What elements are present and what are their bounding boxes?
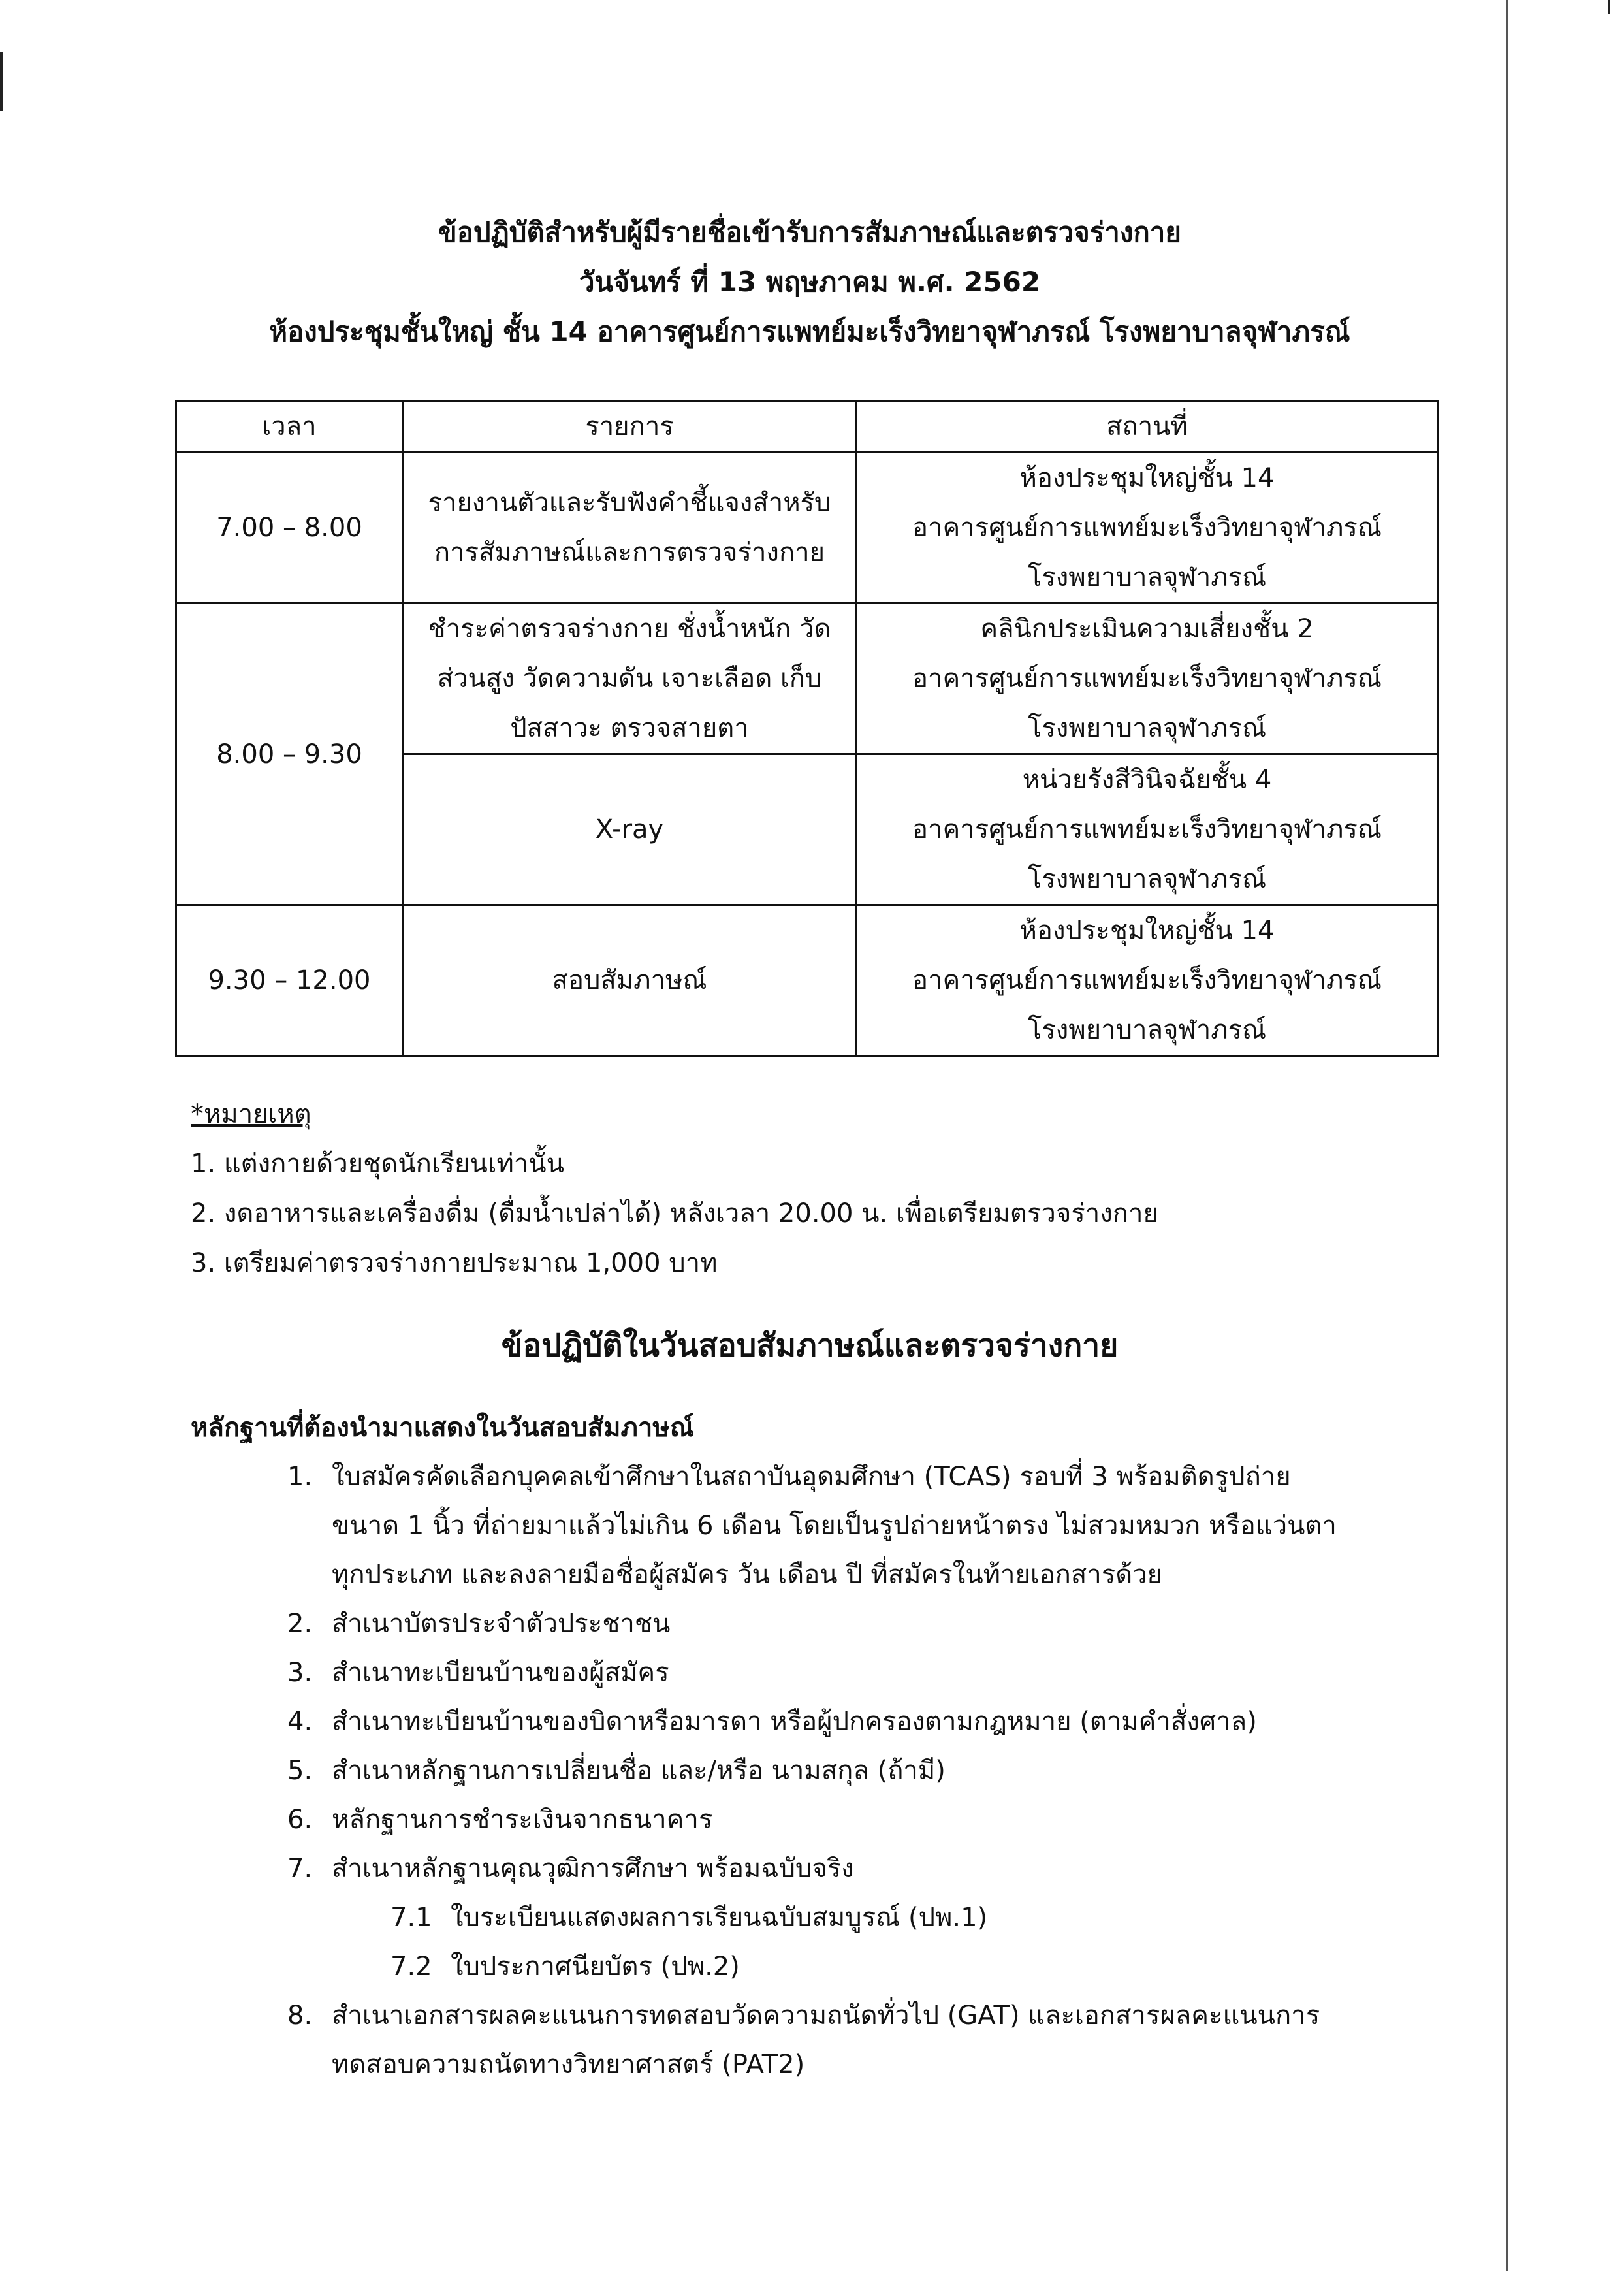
note-item: 2. งดอาหารและเครื่องดื่ม (ดื่มน้ำเปล่าได้) หลังเวลา 20.00 น. เพื่อเตรียมตรวจร่างกาย [191, 1199, 1158, 1229]
place-line: โรงพยาบาลจุฬาภรณ์ [1027, 713, 1267, 743]
item-line: X-ray [595, 814, 664, 845]
list-item [287, 1796, 1397, 1844]
list-line: ทุกประเภท และลงลายมือชื่อผู้สมัคร วัน เดือน ปี ที่สมัครในท้ายเอกสารด้วย [332, 1560, 1163, 1590]
place-line: ห้องประชุมใหญ่ชั้น 14 [1019, 463, 1275, 493]
title-line-1: ข้อปฏิบัติสำหรับผู้มีรายชื่อเข้ารับการสัมภาษณ์และตรวจร่างกาย [438, 216, 1181, 248]
list-line: ใบสมัครคัดเลือกบุคคลเข้าศึกษาในสถาบันอุดมศึกษา (TCAS) รอบที่ 3 พร้อมติดรูปถ่าย [332, 1462, 1291, 1492]
item-line: ปัสสาวะ ตรวจสายตา [510, 713, 749, 743]
list-number: 7. [287, 1854, 313, 1884]
list-number: 8. [287, 2001, 313, 2031]
list-number: 3. [287, 1658, 313, 1688]
section-title: ข้อปฏิบัติในวันสอบสัมภาษณ์และตรวจร่างกาย [501, 1327, 1119, 1364]
scan-corner-mark [1608, 0, 1610, 14]
time-cell: 9.30 – 12.00 [176, 905, 403, 1056]
list-line: สำเนาหลักฐานการเปลี่ยนชื่อ และ/หรือ นามสกุล (ถ้ามี) [332, 1756, 946, 1786]
list-number: 2. [287, 1609, 313, 1639]
table-row [176, 453, 1438, 604]
notes-section [191, 1089, 1366, 1288]
list-line: หลักฐานการชำระเงินจากธนาคาร [332, 1805, 713, 1835]
place-cell [857, 754, 1438, 905]
place-line: โรงพยาบาลจุฬาภรณ์ [1027, 864, 1267, 894]
item-line: สอบสัมภาษณ์ [552, 965, 707, 995]
place-line: อาคารศูนย์การแพทย์มะเร็งวิทยาจุฬาภรณ์ [912, 814, 1382, 845]
subitem-number: 7.1 [390, 1903, 432, 1933]
list-item [287, 1991, 1397, 2089]
place-line: อาคารศูนย์การแพทย์มะเร็งวิทยาจุฬาภรณ์ [912, 965, 1382, 995]
list-item [287, 1747, 1397, 1796]
title-line-3: ห้องประชุมชั้นใหญ่ ชั้น 14 อาคารศูนย์การแพทย์มะเร็งวิทยาจุฬาภรณ์ โรงพยาบาลจุฬาภรณ์ [269, 315, 1350, 347]
schedule-table [175, 400, 1439, 1057]
item-cell [403, 905, 857, 1056]
list-line: สำเนาหลักฐานคุณวุฒิการศึกษา พร้อมฉบับจริง [332, 1854, 854, 1884]
title-line-2: วันจันทร์ ที่ 13 พฤษภาคม พ.ศ. 2562 [579, 266, 1041, 298]
list-item [287, 1844, 1397, 1893]
notes-title: *หมายเหตุ [191, 1099, 311, 1129]
time-cell: 8.00 – 9.30 [176, 604, 403, 905]
list-item [287, 1600, 1397, 1649]
list-subitem [287, 1893, 1397, 1942]
list-line: สำเนาทะเบียนบ้านของผู้สมัคร [332, 1658, 669, 1688]
evidence-list [287, 1453, 1397, 2089]
list-line: สำเนาทะเบียนบ้านของบิดาหรือมารดา หรือผู้ปกครองตามกฎหมาย (ตามคำสั่งศาล) [332, 1707, 1257, 1737]
list-text [332, 1453, 1397, 1600]
note-item: 3. เตรียมค่าตรวจร่างกายประมาณ 1,000 บาท [191, 1248, 718, 1278]
place-line: ห้องประชุมใหญ่ชั้น 14 [1019, 916, 1275, 946]
list-text [332, 1991, 1397, 2089]
table-row [176, 604, 1438, 754]
list-line: สำเนาเอกสารผลคะแนนการทดสอบวัดความถนัดทั่วไป (GAT) และเอกสารผลคะแนนการ [332, 2001, 1320, 2031]
place-line: โรงพยาบาลจุฬาภรณ์ [1027, 562, 1267, 592]
item-line: ชำระค่าตรวจร่างกาย ชั่งน้ำหนัก วัด [428, 614, 831, 644]
scan-edge-line [1506, 0, 1508, 2271]
place-line: อาคารศูนย์การแพทย์มะเร็งวิทยาจุฬาภรณ์ [912, 513, 1382, 543]
subitem-number: 7.2 [390, 1952, 432, 1982]
item-line: ส่วนสูง วัดความดัน เจาะเลือด เก็บ [437, 664, 822, 694]
document-title [196, 208, 1424, 357]
section-subtitle: หลักฐานที่ต้องนำมาแสดงในวันสอบสัมภาษณ์ [191, 1413, 694, 1443]
list-number: 6. [287, 1805, 313, 1835]
list-line: ทดสอบความถนัดทางวิทยาศาสตร์ (PAT2) [332, 2050, 805, 2080]
note-item: 1. แต่งกายด้วยชุดนักเรียนเท่านั้น [191, 1149, 564, 1179]
list-number: 1. [287, 1462, 313, 1492]
item-line: รายงานตัวและรับฟังคำชี้แจงสำหรับ [428, 488, 831, 518]
list-line: สำเนาบัตรประจำตัวประชาชน [332, 1609, 671, 1639]
list-number: 5. [287, 1756, 313, 1786]
place-line: อาคารศูนย์การแพทย์มะเร็งวิทยาจุฬาภรณ์ [912, 664, 1382, 694]
scan-edge-line [0, 52, 3, 111]
list-line: ขนาด 1 นิ้ว ที่ถ่ายมาแล้วไม่เกิน 6 เดือน โดยเป็นรูปถ่ายหน้าตรง ไม่สวมหมวก หรือแว่นตา [332, 1511, 1337, 1541]
table-row [176, 905, 1438, 1056]
header-item: รายการ [403, 401, 857, 453]
header-time: เวลา [176, 401, 403, 453]
time-cell: 7.00 – 8.00 [176, 453, 403, 604]
list-subitem [287, 1942, 1397, 1991]
item-cell [403, 453, 857, 604]
place-line: คลินิกประเมินความเสี่ยงชั้น 2 [980, 614, 1314, 644]
item-line: การสัมภาษณ์และการตรวจร่างกาย [434, 538, 825, 568]
header-place: สถานที่ [857, 401, 1438, 453]
list-item [287, 1698, 1397, 1747]
place-line: หน่วยรังสีวินิจฉัยชั้น 4 [1022, 765, 1272, 795]
item-cell [403, 754, 857, 905]
list-number: 4. [287, 1707, 313, 1737]
place-cell [857, 453, 1438, 604]
subitem-text: ใบระเบียนแสดงผลการเรียนฉบับสมบูรณ์ (ปพ.1) [451, 1903, 988, 1933]
table-header-row [176, 401, 1438, 453]
place-cell [857, 905, 1438, 1056]
subitem-text: ใบประกาศนียบัตร (ปพ.2) [451, 1952, 740, 1982]
item-cell [403, 604, 857, 754]
list-item [287, 1453, 1397, 1600]
place-cell [857, 604, 1438, 754]
place-line: โรงพยาบาลจุฬาภรณ์ [1027, 1015, 1267, 1045]
list-item [287, 1649, 1397, 1698]
